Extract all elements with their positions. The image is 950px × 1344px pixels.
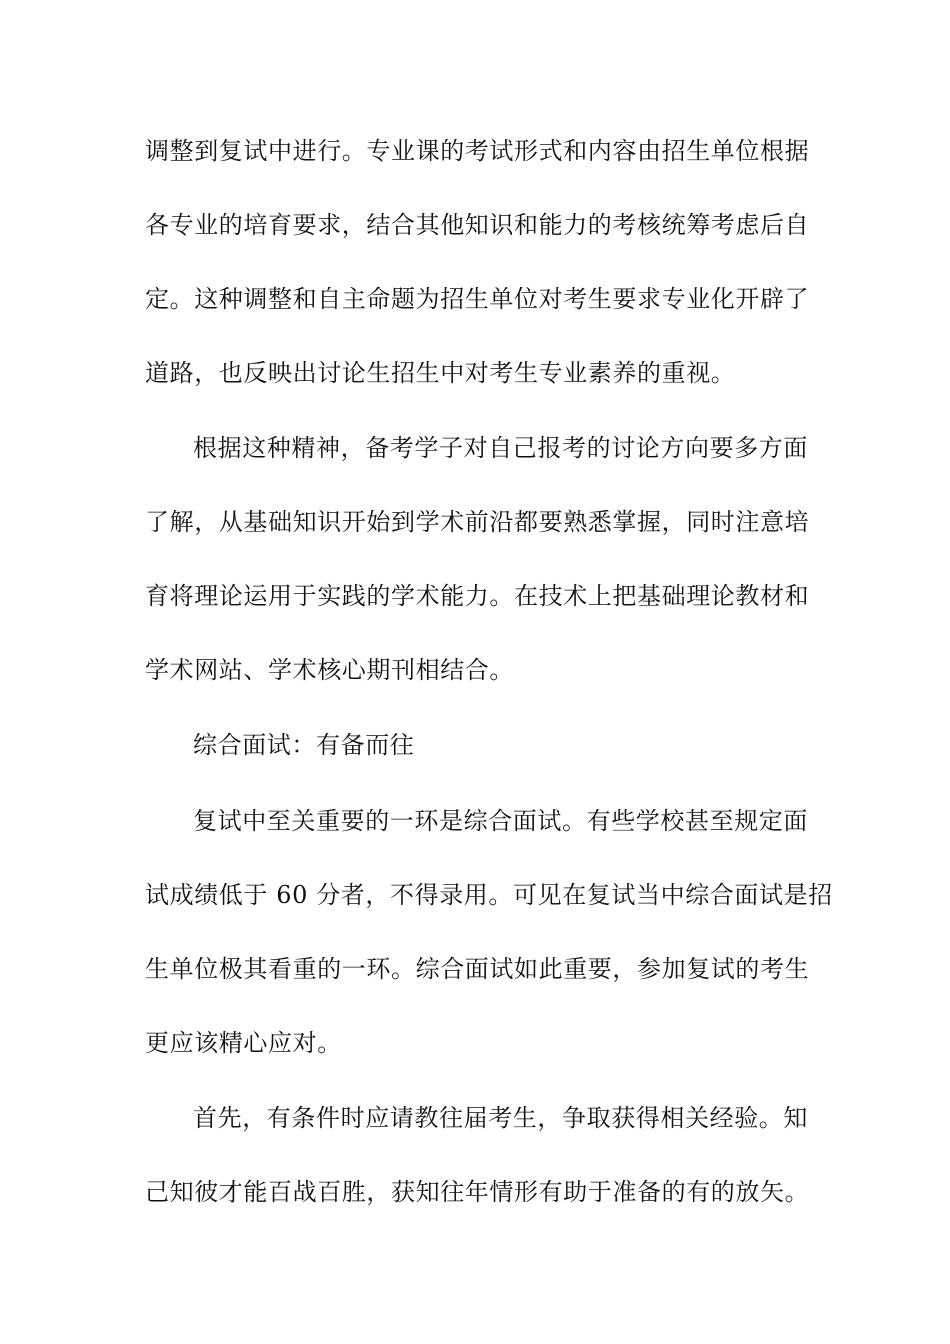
paragraph-start-line: 首先，有条件时应请教往届考生，争取获得相关经验。知 <box>193 1104 808 1132</box>
text-line: 更应该精心应对。 <box>145 1029 342 1057</box>
paragraph-start-line: 根据这种精神，备考学子对自己报考的讨论方向要多方面 <box>193 434 808 462</box>
text-line: 了解，从基础知识开始到学术前沿都要熟悉掌握，同时注意培 <box>145 508 810 536</box>
text-line: 己知彼才能百战百胜，获知往年情形有助于准备的有的放矢。 <box>145 1178 810 1206</box>
text-line: 定。这种调整和自主命题为招生单位对考生要求专业化开辟了 <box>145 285 810 313</box>
text-line: 试成绩低于 60 分者，不得录用。可见在复试当中综合面试是招 <box>145 881 833 909</box>
text-line: 生单位极其看重的一环。综合面试如此重要，参加复试的考生 <box>145 955 810 983</box>
text-line: 调整到复试中进行。专业课的考试形式和内容由招生单位根据 <box>145 137 810 165</box>
text-line: 学术网站、学术核心期刊相结合。 <box>145 656 514 684</box>
text-line: 育将理论运用于实践的学术能力。在技术上把基础理论教材和 <box>145 582 810 610</box>
paragraph-start-line: 复试中至关重要的一环是综合面试。有些学校甚至规定面 <box>193 807 808 835</box>
text-line: 各专业的培育要求，结合其他知识和能力的考核统筹考虑后自 <box>145 211 810 239</box>
text-line: 道路，也反映出讨论生招生中对考生专业素养的重视。 <box>145 359 736 387</box>
section-heading: 综合面试：有备而往 <box>193 731 415 759</box>
